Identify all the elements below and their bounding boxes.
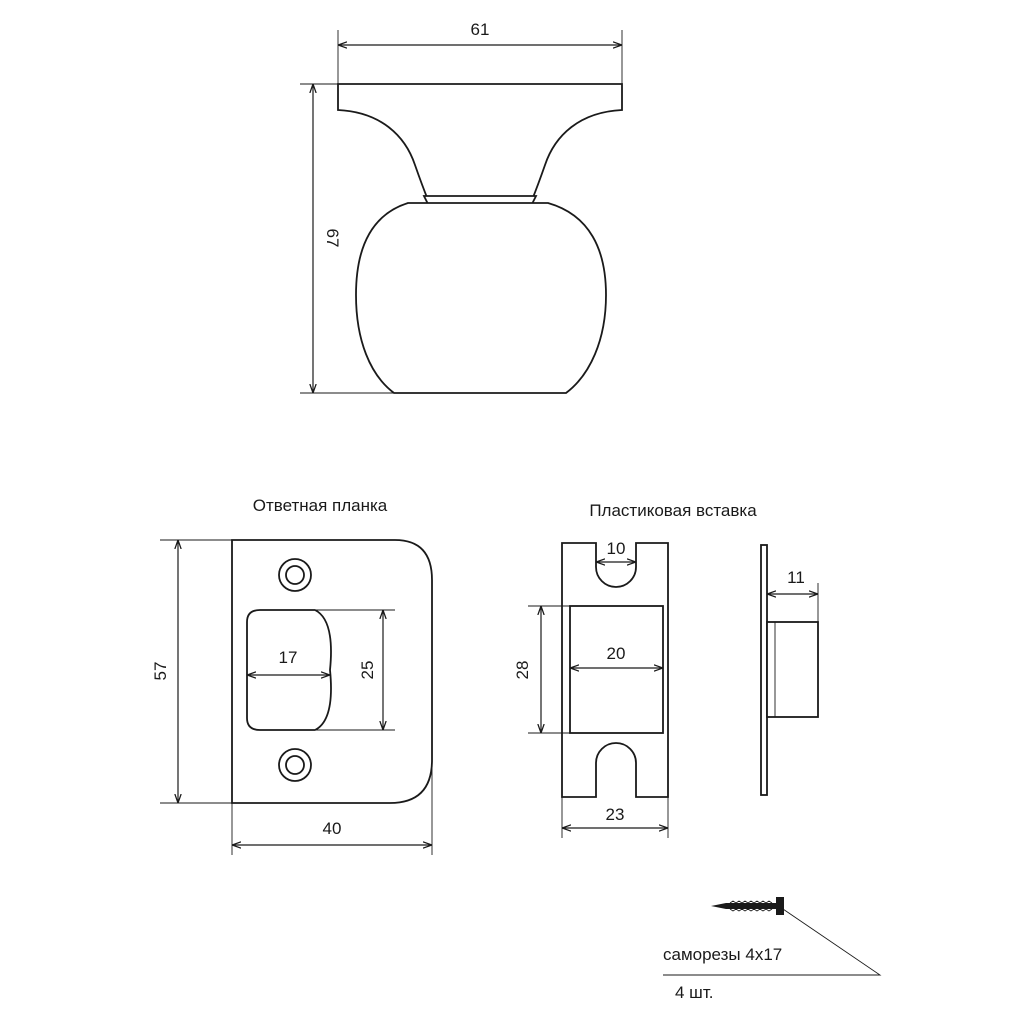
plastic-insert-side-view — [761, 545, 818, 795]
opening-height-label: 25 — [358, 660, 377, 680]
insert-side-flange — [761, 545, 767, 795]
pocket-height-label: 28 — [513, 660, 532, 680]
screws-callout — [663, 897, 880, 1002]
insert-width-label: 23 — [605, 805, 625, 824]
knob-height-label: 67 — [323, 228, 342, 248]
slot-width-dimension — [596, 539, 636, 562]
opening-width-label: 17 — [278, 648, 298, 667]
strike-plate-view — [151, 496, 432, 855]
knob-ball-outline — [356, 203, 606, 393]
strike-plate-latch-opening — [247, 610, 331, 730]
strike-plate-title: Ответная планка — [252, 496, 388, 515]
knob-rose-outline — [338, 84, 622, 200]
plate-width-label: 40 — [322, 819, 342, 838]
insert-width-dimension — [562, 797, 668, 838]
plastic-insert-front-view — [513, 501, 757, 838]
plate-height-label: 57 — [151, 661, 170, 681]
insert-depth-dimension — [767, 568, 818, 622]
screws-leader-line — [663, 907, 880, 975]
knob-width-label: 61 — [470, 20, 490, 39]
insert-depth-label: 11 — [787, 568, 805, 587]
strike-plate-screw-hole-bottom — [279, 749, 311, 781]
knob-view — [300, 20, 622, 393]
plastic-insert-title: Пластиковая вставка — [589, 501, 757, 520]
slot-width-label: 10 — [606, 539, 626, 558]
strike-plate-screw-hole-top — [279, 559, 311, 591]
knob-width-dimension — [338, 20, 622, 84]
screws-label: саморезы 4х17 — [663, 945, 783, 964]
screws-qty-label: 4 шт. — [675, 983, 714, 1002]
screw-icon — [711, 897, 784, 915]
plate-height-dimension — [151, 540, 232, 803]
pocket-width-label: 20 — [606, 644, 626, 663]
insert-pocket — [570, 606, 663, 733]
